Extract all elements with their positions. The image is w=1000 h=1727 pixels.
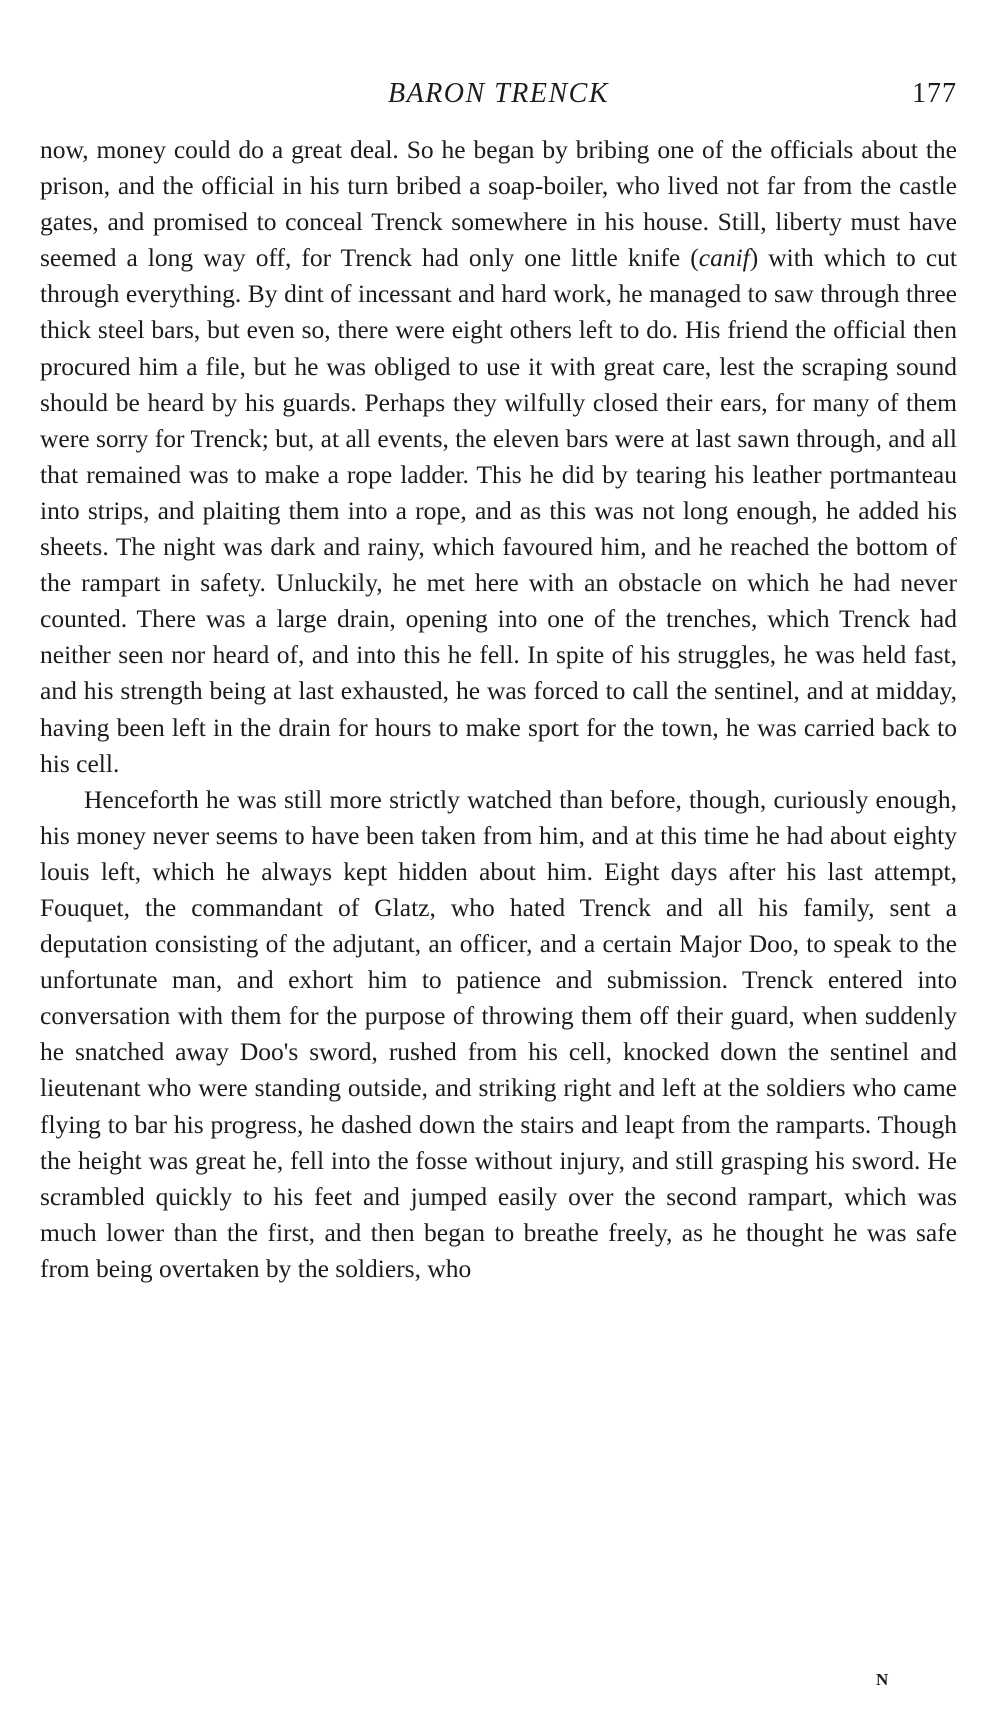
running-title: BARON TRENCK [387, 78, 609, 109]
page-number: 177 [912, 78, 957, 109]
paragraph-2: Henceforth he was still more strictly watched than before, though, curiously enough, his money never seems to have been taken from him, and at this time he had about eighty louis left, which he always kept hidden about him. Eight days after his last attempt, Fouquet, the commandant of Glatz, who hated Trenck and all his family, sent a deputation consisting of the adjutant, an officer, and a certain Major Doo, to speak to the unfortunate man, and exhort him to patience and submission. Trenck entered into conversation with them for the purpose of throwing them off their guard, when suddenly he snatched away Doo's sword, rushed from his cell, knocked down the sentinel and lieutenant who were standing outside, and striking right and left at the soldiers who came flying to bar his progress, he dashed down the stairs and leapt from the ramparts. Though the height was great he, fell into the fosse without injury, and still grasping his sword. He scrambled quickly to his feet and jumped easily over the second rampart, which was much lower than the first, and then began to breathe freely, as he thought he was safe from being overtaken by the soldiers, who [40, 784, 957, 1283]
paragraph-1-text-end: ) with which to cut through everything. By dint of incessant and hard work, he managed to saw through three thick steel bars, but even so, there were eight others left to do. His friend the official then procured him a file, but he was obliged to use it with great care, lest the scraping sound should be heard by his guards. Perhaps they wilfully closed their ears, for many of them were sorry for Trenck; but, at all events, the eleven bars were at last sawn through, and all that remained was to make a rope ladder. This he did by tearing his leather portmanteau into strips, and plaiting them into a rope, and as this was not long enough, he added his sheets. The night was dark and rainy, which favoured him, and he reached the bottom of the rampart in safety. Unluckily, he met here with an obstacle on which he had never counted. There was a large drain, opening into one of the trenches, which Trenck had neither seen nor heard of, and into this he fell. In spite of his struggles, he was held fast, and his strength being at last exhausted, he was forced to call the sentinel, and at midday, having been left in the drain for hours to make sport for the town, he was carried back to his cell. [40, 243, 957, 778]
paragraph-1 [40, 132, 957, 782]
running-head [40, 78, 957, 112]
signature-mark: N [876, 1670, 889, 1689]
paragraph-1-text-start: now, money could do a great deal. So he began by bribing one of the officials about the prison, and the official in his turn bribed a soap-boiler, who lived not far from the castle gates, and promised to conceal Trenck somewhere in his house. Still, liberty must have seemed a long way off, for Trenck had only one little knife ( [40, 135, 957, 273]
body-text [40, 132, 957, 1287]
italic-word-canif: canif [698, 243, 750, 273]
